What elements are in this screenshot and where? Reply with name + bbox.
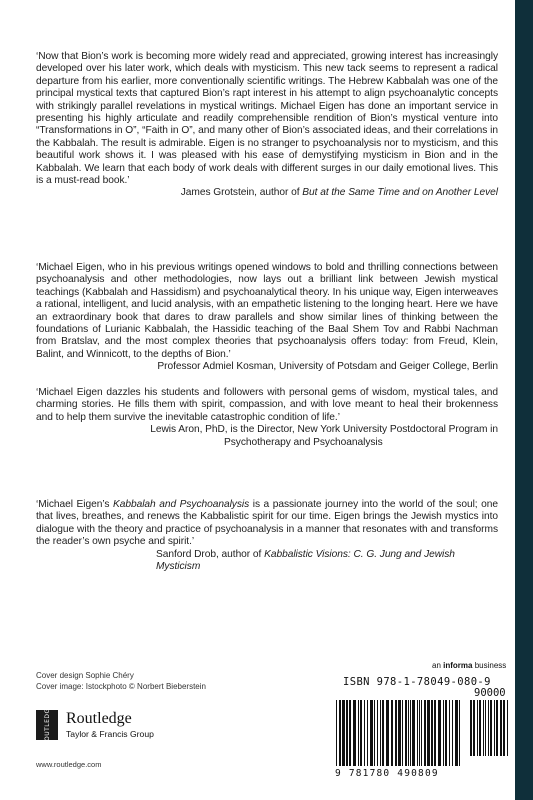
barcode-bar	[358, 700, 359, 766]
barcode-bar	[367, 700, 368, 766]
barcode-bar	[339, 700, 341, 766]
barcode-bar	[445, 700, 447, 766]
barcode-bar	[395, 700, 397, 766]
cover-design-credit: Cover design Sophie Chéry	[36, 671, 134, 680]
barcode-bar	[494, 700, 495, 756]
barcode-bar	[449, 700, 450, 766]
barcode-bar	[452, 700, 453, 766]
barcode-bar	[402, 700, 403, 766]
barcode-bar	[431, 700, 433, 766]
endorsement-text: ‘Michael Eigen, who in his previous writings opened windows to bold and thrilling connections between psychoanalysis and other methodologies, now lays out a brilliant link between Jewish mystical teachings (Kabbalah and Hassidism) and psychoanalytical theory. In his unique way, Eigen interweaves a rational, intelligent, and lucid analysis, with an empathetic listening to the longing heart. Here we have an extraordinary book that dares to draw parallels and show similar lines of thinking between the foundations of Lurianic Kabbalah, the Hassidic teaching of the Baal Shem Tov and Rabbi Nachman from Bratslav, and the most complex theories that psychoanalysis offers today: from Freud, Klein, Balint, and Winnicott, to the depths of Bion.’	[36, 262, 498, 360]
barcode-bar	[346, 700, 348, 766]
endorsement-text: ‘Michael Eigen’s Kabbalah and Psychoanalysis is a passionate journey into the world of the soul; one that lives, breathes, and renews the Kabbalistic spirit for our time. Eigen brings the Jewish mystics into dialogue with the theory and practice of psychoanalysis in a manner that resonates with and transforms the reader’s own psyche and spirit.’	[36, 499, 498, 548]
barcode-bar	[455, 700, 458, 766]
barcode-bar	[434, 700, 436, 766]
barcode-bar	[424, 700, 426, 766]
barcode-bar	[507, 700, 508, 756]
endorsement-text: ‘Now that Bion’s work is becoming more widely read and appreciated, growing interest has increasingly developed over his later work, which deals with mysticism. This new tack seems to represent a radical departure from his earlier, more conventionally scientific writings. The Hebrew Kabbalah was one of the principal mystical texts that captured Bion’s rapt interest in his attempt to align psychoanalytic concepts with strikingly parallel revelations in mystical writings. Michael Eigen has done an important service in presenting his highly articulate and readily comprehensible rendition of Bion’s mystical venture into “Transformations in O”, “Faith in O”, and many other of Bion’s associated ideas, and their correlations in the Kabbalah. The result is admirable. Eigen is no stranger to psychoanalysis nor to mysticism, and this beautiful work shows it. I was pleased with his ease of demystifying mysticism in Bion and in the Kabbalah. We learn that each body of work deals with different surges in our daily emotional lives. This is a must-read book.’	[36, 51, 498, 187]
endorsement-attribution: Sanford Drob, author of Kabbalistic Visions: C. G. Jung and Jewish Mysticism	[156, 548, 455, 573]
price-code: 90000	[474, 687, 506, 699]
barcode-bar	[490, 700, 492, 756]
endorsement-text: ‘Michael Eigen dazzles his students and followers with personal gems of wisdom, mystical tales, and charming stories. He fills them with spirit, compassion, and with love meant to heal their brokenness and to help them survive the inevitable catastrophic condition of life.’	[36, 387, 498, 423]
cover-image-credit: Cover image: Istockphoto © Norbert Bieberstein	[36, 682, 206, 691]
barcode-bar	[485, 700, 486, 756]
barcode-bar	[470, 700, 472, 756]
endorsement-kosman	[36, 262, 498, 374]
barcode-bar	[382, 700, 384, 766]
barcode-bar	[391, 700, 393, 766]
barcode-bar	[419, 700, 420, 766]
barcode-bar	[417, 700, 418, 766]
endorsement-attribution: Lewis Aron, PhD, is the Director, New York University Postdoctoral Program in	[150, 424, 498, 436]
barcode-bar	[427, 700, 430, 766]
barcode-bar	[398, 700, 401, 766]
publisher-logo	[36, 704, 154, 746]
barcode-bar	[408, 700, 409, 766]
barcode-bar	[421, 700, 422, 766]
barcode-bar	[377, 700, 378, 766]
barcode-bar	[380, 700, 381, 766]
endorsement-attribution: Professor Admiel Kosman, University of Potsdam and Geiger College, Berlin	[157, 361, 498, 373]
barcode-bar	[412, 700, 415, 766]
barcode-bar	[443, 700, 444, 766]
publisher-name: Routledge	[66, 710, 132, 727]
barcode-bar	[349, 700, 351, 766]
barcode-bar	[483, 700, 484, 756]
barcode-bar	[488, 700, 489, 756]
barcode-bar	[459, 700, 460, 766]
routledge-mark-icon: ROUTLEDGE	[36, 710, 58, 740]
endorsement-attribution: James Grotstein, author of But at the Same Time and on Another Level	[180, 187, 498, 199]
barcode-digits: 9 781780 490809	[335, 768, 439, 779]
barcode-bar	[503, 700, 505, 756]
barcode-bar	[360, 700, 362, 766]
barcode-bar	[479, 700, 481, 756]
barcode-bar	[342, 700, 345, 766]
endorsement-attribution-line2: Psychotherapy and Psychoanalysis	[224, 436, 383, 448]
barcode-bar	[405, 700, 407, 766]
barcode-bar	[364, 700, 365, 766]
barcode-bar	[374, 700, 375, 766]
barcode-bar	[473, 700, 475, 756]
publisher-group: Taylor & Francis Group	[66, 729, 154, 739]
barcode-bar	[500, 700, 502, 756]
endorsement-drob	[36, 499, 498, 573]
informa-business: an informa business	[432, 661, 507, 670]
endorsement-aron	[36, 387, 498, 449]
barcode-bar	[386, 700, 389, 766]
spine-edge	[515, 0, 533, 800]
barcode-bar	[438, 700, 441, 766]
publisher-url: www.routledge.com	[36, 760, 102, 769]
barcode-bar	[477, 700, 478, 756]
isbn-label: ISBN 978-1-78049-080-9	[343, 676, 491, 688]
barcode-bar	[336, 700, 337, 766]
endorsement-grotstein	[36, 51, 498, 200]
barcode-bar	[353, 700, 356, 766]
cover-credits	[36, 670, 206, 692]
barcode-bar	[370, 700, 373, 766]
barcode-bar	[496, 700, 498, 756]
barcode-bar	[410, 700, 411, 766]
